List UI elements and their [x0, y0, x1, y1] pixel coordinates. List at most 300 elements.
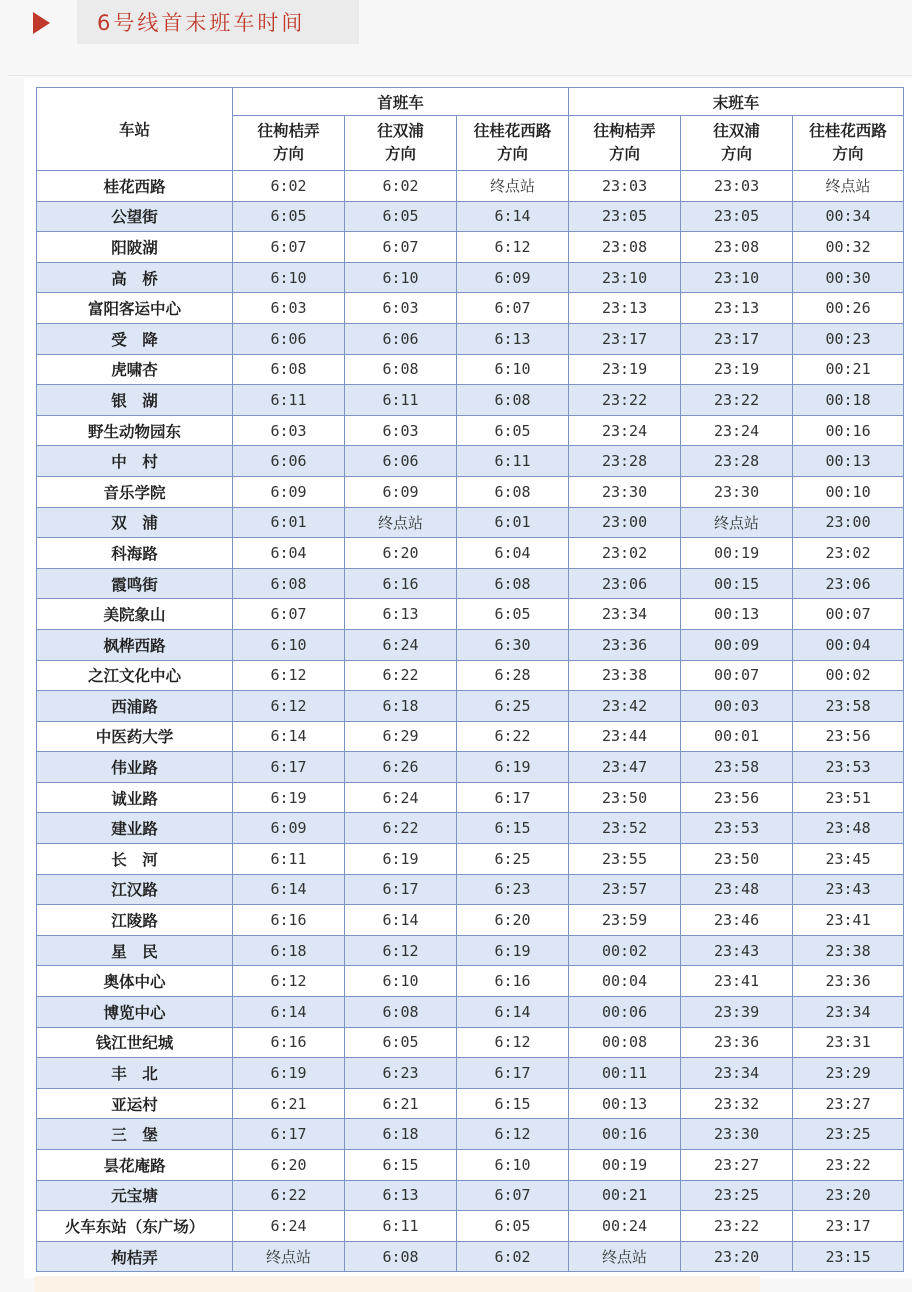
- time-cell: 23:47: [569, 752, 681, 783]
- time-cell: 6:04: [233, 538, 345, 569]
- time-cell: 23:19: [569, 354, 681, 385]
- time-cell: 23:03: [681, 171, 793, 202]
- time-cell: 6:17: [233, 1119, 345, 1150]
- time-cell: 23:32: [681, 1088, 793, 1119]
- time-cell: 23:02: [793, 538, 904, 569]
- time-cell: 6:21: [233, 1088, 345, 1119]
- time-cell: 23:27: [681, 1150, 793, 1181]
- station-name-cell: 火车东站（东广场）: [37, 1211, 233, 1242]
- time-cell: 6:06: [345, 446, 457, 477]
- table-row: [37, 1058, 904, 1089]
- last-train-header: 末班车: [569, 88, 904, 116]
- station-name-cell: 枸桔弄: [37, 1241, 233, 1272]
- time-cell: 23:36: [793, 966, 904, 997]
- time-cell: 6:17: [233, 752, 345, 783]
- table-row: [37, 629, 904, 660]
- time-cell: 6:17: [345, 874, 457, 905]
- time-cell: 23:08: [569, 232, 681, 263]
- direction-header: 往桂花西路 方向: [793, 116, 904, 171]
- time-cell: 23:44: [569, 721, 681, 752]
- time-cell: 6:19: [345, 844, 457, 875]
- station-name-cell: 野生动物园东: [37, 415, 233, 446]
- table-row: [37, 905, 904, 936]
- table-row: [37, 1150, 904, 1181]
- time-cell: 23:02: [569, 538, 681, 569]
- time-cell: 6:24: [233, 1211, 345, 1242]
- table-row: [37, 354, 904, 385]
- time-cell: 23:30: [681, 1119, 793, 1150]
- time-cell: 6:06: [233, 323, 345, 354]
- time-cell: 23:03: [569, 171, 681, 202]
- divider: [8, 75, 912, 76]
- table-row: [37, 1119, 904, 1150]
- time-cell: 6:12: [233, 691, 345, 722]
- station-name-cell: 中医药大学: [37, 721, 233, 752]
- time-cell: 6:02: [345, 171, 457, 202]
- time-cell: 6:11: [233, 844, 345, 875]
- time-cell: 00:03: [681, 691, 793, 722]
- time-cell: 6:16: [233, 1027, 345, 1058]
- time-cell: 23:31: [793, 1027, 904, 1058]
- time-cell: 6:14: [233, 874, 345, 905]
- time-cell: 00:07: [681, 660, 793, 691]
- time-cell: 23:34: [793, 997, 904, 1028]
- time-cell: 6:24: [345, 782, 457, 813]
- table-row: [37, 997, 904, 1028]
- station-name-cell: 元宝塘: [37, 1180, 233, 1211]
- time-cell: 23:52: [569, 813, 681, 844]
- time-cell: 00:13: [793, 446, 904, 477]
- time-cell: 00:23: [793, 323, 904, 354]
- time-cell: 6:09: [233, 813, 345, 844]
- time-cell: 6:21: [345, 1088, 457, 1119]
- time-cell: 6:10: [345, 262, 457, 293]
- station-name-cell: 美院象山: [37, 599, 233, 630]
- time-cell: 23:58: [681, 752, 793, 783]
- time-cell: 6:14: [233, 721, 345, 752]
- time-cell: 6:17: [457, 782, 569, 813]
- time-cell: 6:10: [233, 629, 345, 660]
- station-name-cell: 音乐学院: [37, 476, 233, 507]
- time-cell: 23:22: [681, 385, 793, 416]
- table-row: [37, 1027, 904, 1058]
- direction-header: 往双浦 方向: [345, 116, 457, 171]
- time-cell: 23:42: [569, 691, 681, 722]
- time-cell: 6:19: [457, 752, 569, 783]
- direction-header: 往枸桔弄 方向: [233, 116, 345, 171]
- table-row: [37, 752, 904, 783]
- table-row: [37, 293, 904, 324]
- station-name-cell: 博览中心: [37, 997, 233, 1028]
- time-cell: 6:02: [233, 171, 345, 202]
- time-cell: 6:02: [457, 1241, 569, 1272]
- time-cell: 23:05: [681, 201, 793, 232]
- time-cell: 6:25: [457, 691, 569, 722]
- time-cell: 23:08: [681, 232, 793, 263]
- time-cell: 00:13: [569, 1088, 681, 1119]
- time-cell: 6:10: [345, 966, 457, 997]
- direction-header: 往桂花西路 方向: [457, 116, 569, 171]
- time-cell: 23:27: [793, 1088, 904, 1119]
- table-row: [37, 507, 904, 538]
- time-cell: 6:05: [233, 201, 345, 232]
- time-cell: 6:05: [345, 201, 457, 232]
- time-cell: 6:19: [233, 1058, 345, 1089]
- time-cell: 6:10: [233, 262, 345, 293]
- time-cell: 6:09: [457, 262, 569, 293]
- time-cell: 6:11: [233, 385, 345, 416]
- time-cell: 6:14: [345, 905, 457, 936]
- time-cell: 23:22: [569, 385, 681, 416]
- time-cell: 6:22: [233, 1180, 345, 1211]
- time-cell: 23:46: [681, 905, 793, 936]
- time-cell: 23:06: [569, 568, 681, 599]
- first-train-header: 首班车: [233, 88, 569, 116]
- table-row: [37, 1088, 904, 1119]
- time-cell: 00:30: [793, 262, 904, 293]
- time-cell: 6:15: [457, 1088, 569, 1119]
- table-row: [37, 660, 904, 691]
- time-cell: 6:20: [457, 905, 569, 936]
- time-cell: 23:38: [569, 660, 681, 691]
- time-cell: 6:07: [457, 293, 569, 324]
- time-cell: 00:13: [681, 599, 793, 630]
- time-cell: 00:01: [681, 721, 793, 752]
- station-name-cell: 三 堡: [37, 1119, 233, 1150]
- time-cell: 6:22: [345, 660, 457, 691]
- time-cell: 6:08: [233, 354, 345, 385]
- direction-header: 往枸桔弄 方向: [569, 116, 681, 171]
- station-name-cell: 丰 北: [37, 1058, 233, 1089]
- time-cell: 6:03: [233, 293, 345, 324]
- time-cell: 23:13: [681, 293, 793, 324]
- time-cell: 23:22: [681, 1211, 793, 1242]
- time-cell: 00:26: [793, 293, 904, 324]
- table-row: [37, 446, 904, 477]
- time-cell: 6:18: [345, 691, 457, 722]
- time-cell: 6:16: [233, 905, 345, 936]
- time-cell: 6:07: [345, 232, 457, 263]
- time-cell: 23:43: [681, 935, 793, 966]
- play-triangle-icon: [33, 12, 50, 34]
- time-cell: 6:26: [345, 752, 457, 783]
- time-cell: 00:10: [793, 476, 904, 507]
- time-cell: 6:16: [457, 966, 569, 997]
- time-cell: 6:18: [233, 935, 345, 966]
- time-cell: 23:29: [793, 1058, 904, 1089]
- time-cell: 6:30: [457, 629, 569, 660]
- table-row: [37, 782, 904, 813]
- time-cell: 00:08: [569, 1027, 681, 1058]
- time-cell: 23:55: [569, 844, 681, 875]
- time-cell: 6:18: [345, 1119, 457, 1150]
- station-name-cell: 奥体中心: [37, 966, 233, 997]
- time-cell: 23:53: [681, 813, 793, 844]
- time-cell: 00:15: [681, 568, 793, 599]
- time-cell: 23:59: [569, 905, 681, 936]
- time-cell: 00:07: [793, 599, 904, 630]
- time-cell: 终点站: [793, 171, 904, 202]
- time-cell: 6:12: [233, 660, 345, 691]
- time-cell: 23:39: [681, 997, 793, 1028]
- time-cell: 6:23: [457, 874, 569, 905]
- time-cell: 6:14: [233, 997, 345, 1028]
- time-cell: 6:05: [457, 1211, 569, 1242]
- time-cell: 6:12: [457, 232, 569, 263]
- time-cell: 23:58: [793, 691, 904, 722]
- table-row: [37, 874, 904, 905]
- time-cell: 6:13: [345, 599, 457, 630]
- time-cell: 6:15: [457, 813, 569, 844]
- time-cell: 终点站: [233, 1241, 345, 1272]
- time-cell: 00:24: [569, 1211, 681, 1242]
- time-cell: 23:51: [793, 782, 904, 813]
- time-cell: 23:00: [793, 507, 904, 538]
- time-cell: 23:53: [793, 752, 904, 783]
- station-name-cell: 银 湖: [37, 385, 233, 416]
- time-cell: 23:17: [569, 323, 681, 354]
- time-cell: 23:45: [793, 844, 904, 875]
- table-row: [37, 966, 904, 997]
- time-cell: 00:16: [569, 1119, 681, 1150]
- time-cell: 6:11: [345, 1211, 457, 1242]
- time-cell: 00:04: [569, 966, 681, 997]
- time-cell: 6:23: [345, 1058, 457, 1089]
- station-name-cell: 之江文化中心: [37, 660, 233, 691]
- time-cell: 23:50: [569, 782, 681, 813]
- next-notice-strip: [34, 1276, 760, 1292]
- time-cell: 终点站: [681, 507, 793, 538]
- station-name-cell: 中 村: [37, 446, 233, 477]
- time-cell: 23:10: [681, 262, 793, 293]
- station-name-cell: 建业路: [37, 813, 233, 844]
- schedule-table: [36, 87, 904, 1272]
- time-cell: 23:06: [793, 568, 904, 599]
- time-cell: 23:20: [793, 1180, 904, 1211]
- time-cell: 23:43: [793, 874, 904, 905]
- station-name-cell: 桂花西路: [37, 171, 233, 202]
- time-cell: 23:56: [793, 721, 904, 752]
- table-row: [37, 171, 904, 202]
- time-cell: 23:20: [681, 1241, 793, 1272]
- time-cell: 6:08: [345, 1241, 457, 1272]
- station-name-cell: 星 民: [37, 935, 233, 966]
- time-cell: 23:25: [681, 1180, 793, 1211]
- time-cell: 23:24: [569, 415, 681, 446]
- station-name-cell: 阳陂湖: [37, 232, 233, 263]
- table-row: [37, 844, 904, 875]
- time-cell: 终点站: [457, 171, 569, 202]
- station-name-cell: 高 桥: [37, 262, 233, 293]
- station-name-cell: 伟业路: [37, 752, 233, 783]
- time-cell: 00:19: [569, 1150, 681, 1181]
- time-cell: 23:15: [793, 1241, 904, 1272]
- time-cell: 6:15: [345, 1150, 457, 1181]
- time-cell: 00:02: [569, 935, 681, 966]
- time-cell: 6:20: [233, 1150, 345, 1181]
- time-cell: 00:09: [681, 629, 793, 660]
- time-cell: 00:19: [681, 538, 793, 569]
- time-cell: 23:56: [681, 782, 793, 813]
- time-cell: 00:34: [793, 201, 904, 232]
- title-box: [77, 0, 359, 44]
- time-cell: 6:09: [233, 476, 345, 507]
- table-row: [37, 721, 904, 752]
- station-name-cell: 虎啸杏: [37, 354, 233, 385]
- station-name-cell: 富阳客运中心: [37, 293, 233, 324]
- station-name-cell: 双 浦: [37, 507, 233, 538]
- time-cell: 00:21: [569, 1180, 681, 1211]
- time-cell: 23:50: [681, 844, 793, 875]
- time-cell: 6:06: [233, 446, 345, 477]
- time-cell: 23:05: [569, 201, 681, 232]
- time-cell: 6:16: [345, 568, 457, 599]
- time-cell: 6:07: [233, 599, 345, 630]
- time-cell: 6:10: [457, 354, 569, 385]
- time-cell: 6:08: [457, 568, 569, 599]
- table-row: [37, 385, 904, 416]
- table-row: [37, 1180, 904, 1211]
- section-header: [0, 0, 912, 48]
- time-cell: 23:36: [569, 629, 681, 660]
- table-row: [37, 935, 904, 966]
- time-cell: 6:01: [457, 507, 569, 538]
- time-cell: 6:11: [345, 385, 457, 416]
- time-cell: 00:18: [793, 385, 904, 416]
- time-cell: 6:29: [345, 721, 457, 752]
- time-cell: 6:07: [457, 1180, 569, 1211]
- time-cell: 6:05: [457, 599, 569, 630]
- table-row: [37, 813, 904, 844]
- time-cell: 6:17: [457, 1058, 569, 1089]
- time-cell: 23:48: [793, 813, 904, 844]
- time-cell: 终点站: [569, 1241, 681, 1272]
- table-row: [37, 691, 904, 722]
- table-row: [37, 599, 904, 630]
- time-cell: 6:08: [233, 568, 345, 599]
- station-name-cell: 西浦路: [37, 691, 233, 722]
- time-cell: 23:25: [793, 1119, 904, 1150]
- time-cell: 23:19: [681, 354, 793, 385]
- time-cell: 6:04: [457, 538, 569, 569]
- table-row: [37, 1211, 904, 1242]
- table-row: [37, 232, 904, 263]
- time-cell: 00:02: [793, 660, 904, 691]
- station-name-cell: 昙花庵路: [37, 1150, 233, 1181]
- time-cell: 6:22: [345, 813, 457, 844]
- time-cell: 00:06: [569, 997, 681, 1028]
- table-row: [37, 568, 904, 599]
- time-cell: 00:32: [793, 232, 904, 263]
- station-name-cell: 钱江世纪城: [37, 1027, 233, 1058]
- time-cell: 23:00: [569, 507, 681, 538]
- time-cell: 6:06: [345, 323, 457, 354]
- station-name-cell: 公望街: [37, 201, 233, 232]
- time-cell: 23:28: [569, 446, 681, 477]
- time-cell: 6:24: [345, 629, 457, 660]
- time-cell: 23:38: [793, 935, 904, 966]
- table-row: [37, 323, 904, 354]
- time-cell: 6:12: [233, 966, 345, 997]
- time-cell: 23:28: [681, 446, 793, 477]
- time-cell: 6:08: [457, 476, 569, 507]
- station-header: 车站: [37, 88, 233, 171]
- time-cell: 6:20: [345, 538, 457, 569]
- time-cell: 6:12: [345, 935, 457, 966]
- direction-header: 往双浦 方向: [681, 116, 793, 171]
- page-title: 6号线首末班车时间: [97, 11, 306, 35]
- time-cell: 6:03: [345, 293, 457, 324]
- time-cell: 23:24: [681, 415, 793, 446]
- time-cell: 23:41: [681, 966, 793, 997]
- time-cell: 6:14: [457, 997, 569, 1028]
- time-cell: 23:30: [681, 476, 793, 507]
- time-cell: 6:08: [457, 385, 569, 416]
- station-name-cell: 江陵路: [37, 905, 233, 936]
- time-cell: 23:34: [569, 599, 681, 630]
- time-cell: 6:13: [457, 323, 569, 354]
- time-cell: 6:01: [233, 507, 345, 538]
- time-cell: 00:16: [793, 415, 904, 446]
- station-name-cell: 受 降: [37, 323, 233, 354]
- time-cell: 23:30: [569, 476, 681, 507]
- station-name-cell: 诚业路: [37, 782, 233, 813]
- time-cell: 23:57: [569, 874, 681, 905]
- time-cell: 23:48: [681, 874, 793, 905]
- station-name-cell: 霞鸣街: [37, 568, 233, 599]
- table-row: [37, 538, 904, 569]
- time-cell: 6:05: [457, 415, 569, 446]
- time-cell: 23:41: [793, 905, 904, 936]
- station-name-cell: 江汉路: [37, 874, 233, 905]
- table-row: [37, 201, 904, 232]
- time-cell: 6:10: [457, 1150, 569, 1181]
- time-cell: 6:12: [457, 1119, 569, 1150]
- time-cell: 00:21: [793, 354, 904, 385]
- time-cell: 23:10: [569, 262, 681, 293]
- time-cell: 6:07: [233, 232, 345, 263]
- time-cell: 6:12: [457, 1027, 569, 1058]
- time-cell: 6:08: [345, 354, 457, 385]
- time-cell: 6:03: [345, 415, 457, 446]
- time-cell: 23:36: [681, 1027, 793, 1058]
- time-cell: 23:13: [569, 293, 681, 324]
- time-cell: 6:13: [345, 1180, 457, 1211]
- time-cell: 23:34: [681, 1058, 793, 1089]
- time-cell: 6:28: [457, 660, 569, 691]
- table-row: [37, 415, 904, 446]
- time-cell: 6:09: [345, 476, 457, 507]
- time-cell: 6:08: [345, 997, 457, 1028]
- table-row: [37, 262, 904, 293]
- time-cell: 23:17: [793, 1211, 904, 1242]
- time-cell: 23:17: [681, 323, 793, 354]
- station-name-cell: 科海路: [37, 538, 233, 569]
- station-name-cell: 枫桦西路: [37, 629, 233, 660]
- station-name-cell: 亚运村: [37, 1088, 233, 1119]
- time-cell: 23:22: [793, 1150, 904, 1181]
- table-row: [37, 1241, 904, 1272]
- time-cell: 6:05: [345, 1027, 457, 1058]
- time-cell: 终点站: [345, 507, 457, 538]
- time-cell: 6:11: [457, 446, 569, 477]
- time-cell: 6:19: [457, 935, 569, 966]
- time-cell: 6:22: [457, 721, 569, 752]
- time-cell: 6:03: [233, 415, 345, 446]
- time-cell: 00:11: [569, 1058, 681, 1089]
- time-cell: 6:19: [233, 782, 345, 813]
- time-cell: 6:14: [457, 201, 569, 232]
